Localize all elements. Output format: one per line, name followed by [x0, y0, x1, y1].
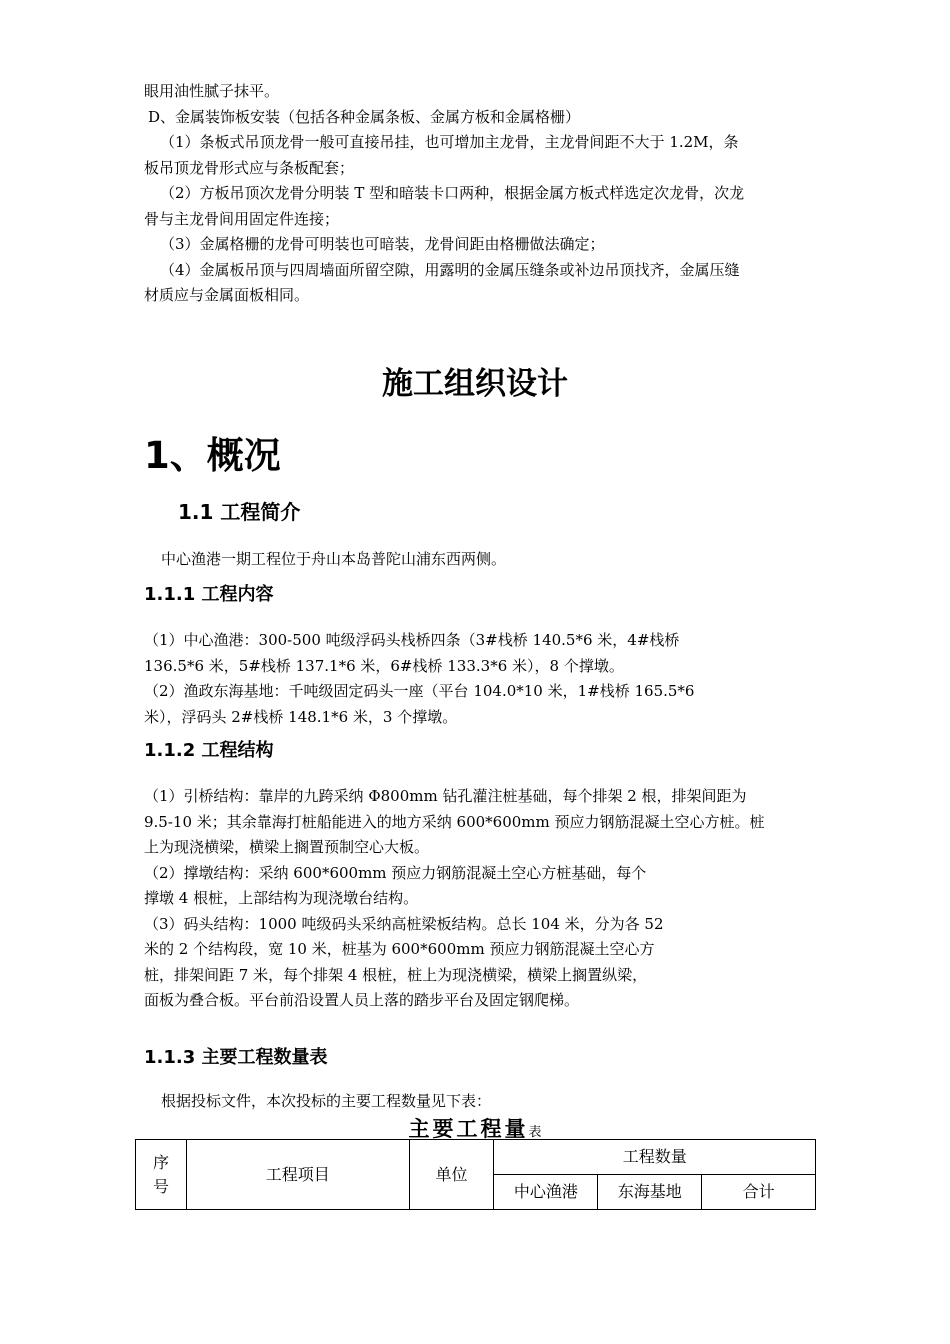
text-line: 撑墩 4 根桩，上部结构为现浇墩台结构。 — [144, 889, 419, 907]
subsubsection-heading: 1.1.2 工程结构 — [144, 740, 274, 761]
text-line: （2）撑墩结构：采纳 600*600mm 预应力钢筋混凝土空心方桩基础，每个 — [144, 863, 647, 882]
text-line: （4）金属板吊顶与四周墙面所留空隙，用露明的金属压缝条或补边吊顶找齐，金属压缝 — [160, 260, 740, 279]
section-heading: 1、概况 — [144, 434, 281, 477]
text-line: （3）金属格栅的龙骨可明装也可暗装，龙骨间距由格栅做法确定； — [160, 235, 605, 253]
document-title: 施工组织设计 — [382, 366, 568, 402]
content-paragraph — [144, 784, 809, 1014]
text-line: 上为现浇横梁，横梁上搁置预制空心大板。 — [144, 838, 430, 856]
content-paragraph — [144, 628, 809, 730]
text-line: 米的 2 个结构段，宽 10 米，桩基为 600*600mm 预应力钢筋混凝土空心方 — [144, 940, 655, 958]
text-line: 骨与主龙骨间用固定件连接； — [144, 209, 340, 228]
subheader-cell: 合计 — [702, 1175, 816, 1210]
text-line: D、金属装饰板安装（包括各种金属条板、金属方板和金属格栅） — [148, 107, 581, 126]
subsection-heading: 1.1 工程简介 — [178, 500, 301, 524]
subheader-cell: 中心渔港 — [494, 1175, 598, 1210]
table-caption-suffix: 表 — [528, 1125, 542, 1140]
table-header-row — [136, 1140, 816, 1175]
text-line: （2）渔政东海基地：千吨级固定码头一座（平台 104.0*10 米，1#栈桥 165.5*6 — [144, 682, 695, 700]
text-line: 眼用油性腻子抹平。 — [144, 82, 280, 100]
text-line: （1）引桥结构：靠岸的九跨采纳 Φ800mm 钻孔灌注桩基础，每个排架 2 根，排架间距为 — [144, 787, 747, 805]
table-caption-main: 主要工程量 — [408, 1117, 529, 1141]
subsubsection-heading: 1.1.3 主要工程数量表 — [144, 1047, 328, 1068]
text-line: 面板为叠合板。平台前沿设置人员上落的踏步平台及固定钢爬梯。 — [144, 991, 580, 1009]
text-line: 米），浮码头 2#栈桥 148.1*6 米，3 个撑墩。 — [144, 707, 458, 726]
text-line: （1）条板式吊顶龙骨一般可直接吊挂，也可增加主龙骨，主龙骨间距不大于 1.2M，条 — [160, 133, 739, 151]
text-line: （3）码头结构：1000 吨级码头采纳高桩梁板结构。总长 104 米，分为各 52 — [144, 914, 664, 933]
subsubsection-heading: 1.1.1 工程内容 — [144, 584, 274, 605]
text-line: 桩，排架间距 7 米，每个排架 4 根桩，桩上为现浇横梁，横梁上搁置纵梁， — [144, 965, 648, 984]
intro-paragraph: 根据投标文件，本次投标的主要工程数量见下表： — [161, 1092, 492, 1110]
header-cell-no: 序号 — [136, 1140, 187, 1210]
text-line: 板吊顶龙骨形式应与条板配套； — [144, 158, 355, 177]
text-line: 9.5-10 米；其余靠海打桩船能进入的地方采纳 600*600mm 预应力钢筋混凝土空心方桩。桩 — [144, 812, 765, 831]
text-line: 136.5*6 米，5#栈桥 137.1*6 米，6#栈桥 133.3*6 米），8 个撑墩。 — [144, 656, 624, 675]
text-line: （2）方板吊顶次龙骨分明装 T 型和暗装卡口两种，根据金属方板式样选定次龙骨，次龙 — [160, 184, 745, 202]
header-cell-qty: 工程数量 — [494, 1140, 816, 1175]
subheader-cell: 东海基地 — [598, 1175, 702, 1210]
header-cell-unit: 单位 — [409, 1140, 494, 1210]
text-line: 材质应与金属面板相同。 — [144, 286, 310, 304]
top-paragraph — [144, 79, 809, 309]
text-line: （1）中心渔港：300-500 吨级浮码头栈桥四条（3#栈桥 140.5*6 米，4#栈桥 — [144, 631, 680, 649]
intro-paragraph: 中心渔港一期工程位于舟山本岛普陀山浦东西两侧。 — [161, 550, 507, 568]
header-cell-item: 工程项目 — [186, 1140, 409, 1210]
quantity-table — [135, 1139, 816, 1210]
